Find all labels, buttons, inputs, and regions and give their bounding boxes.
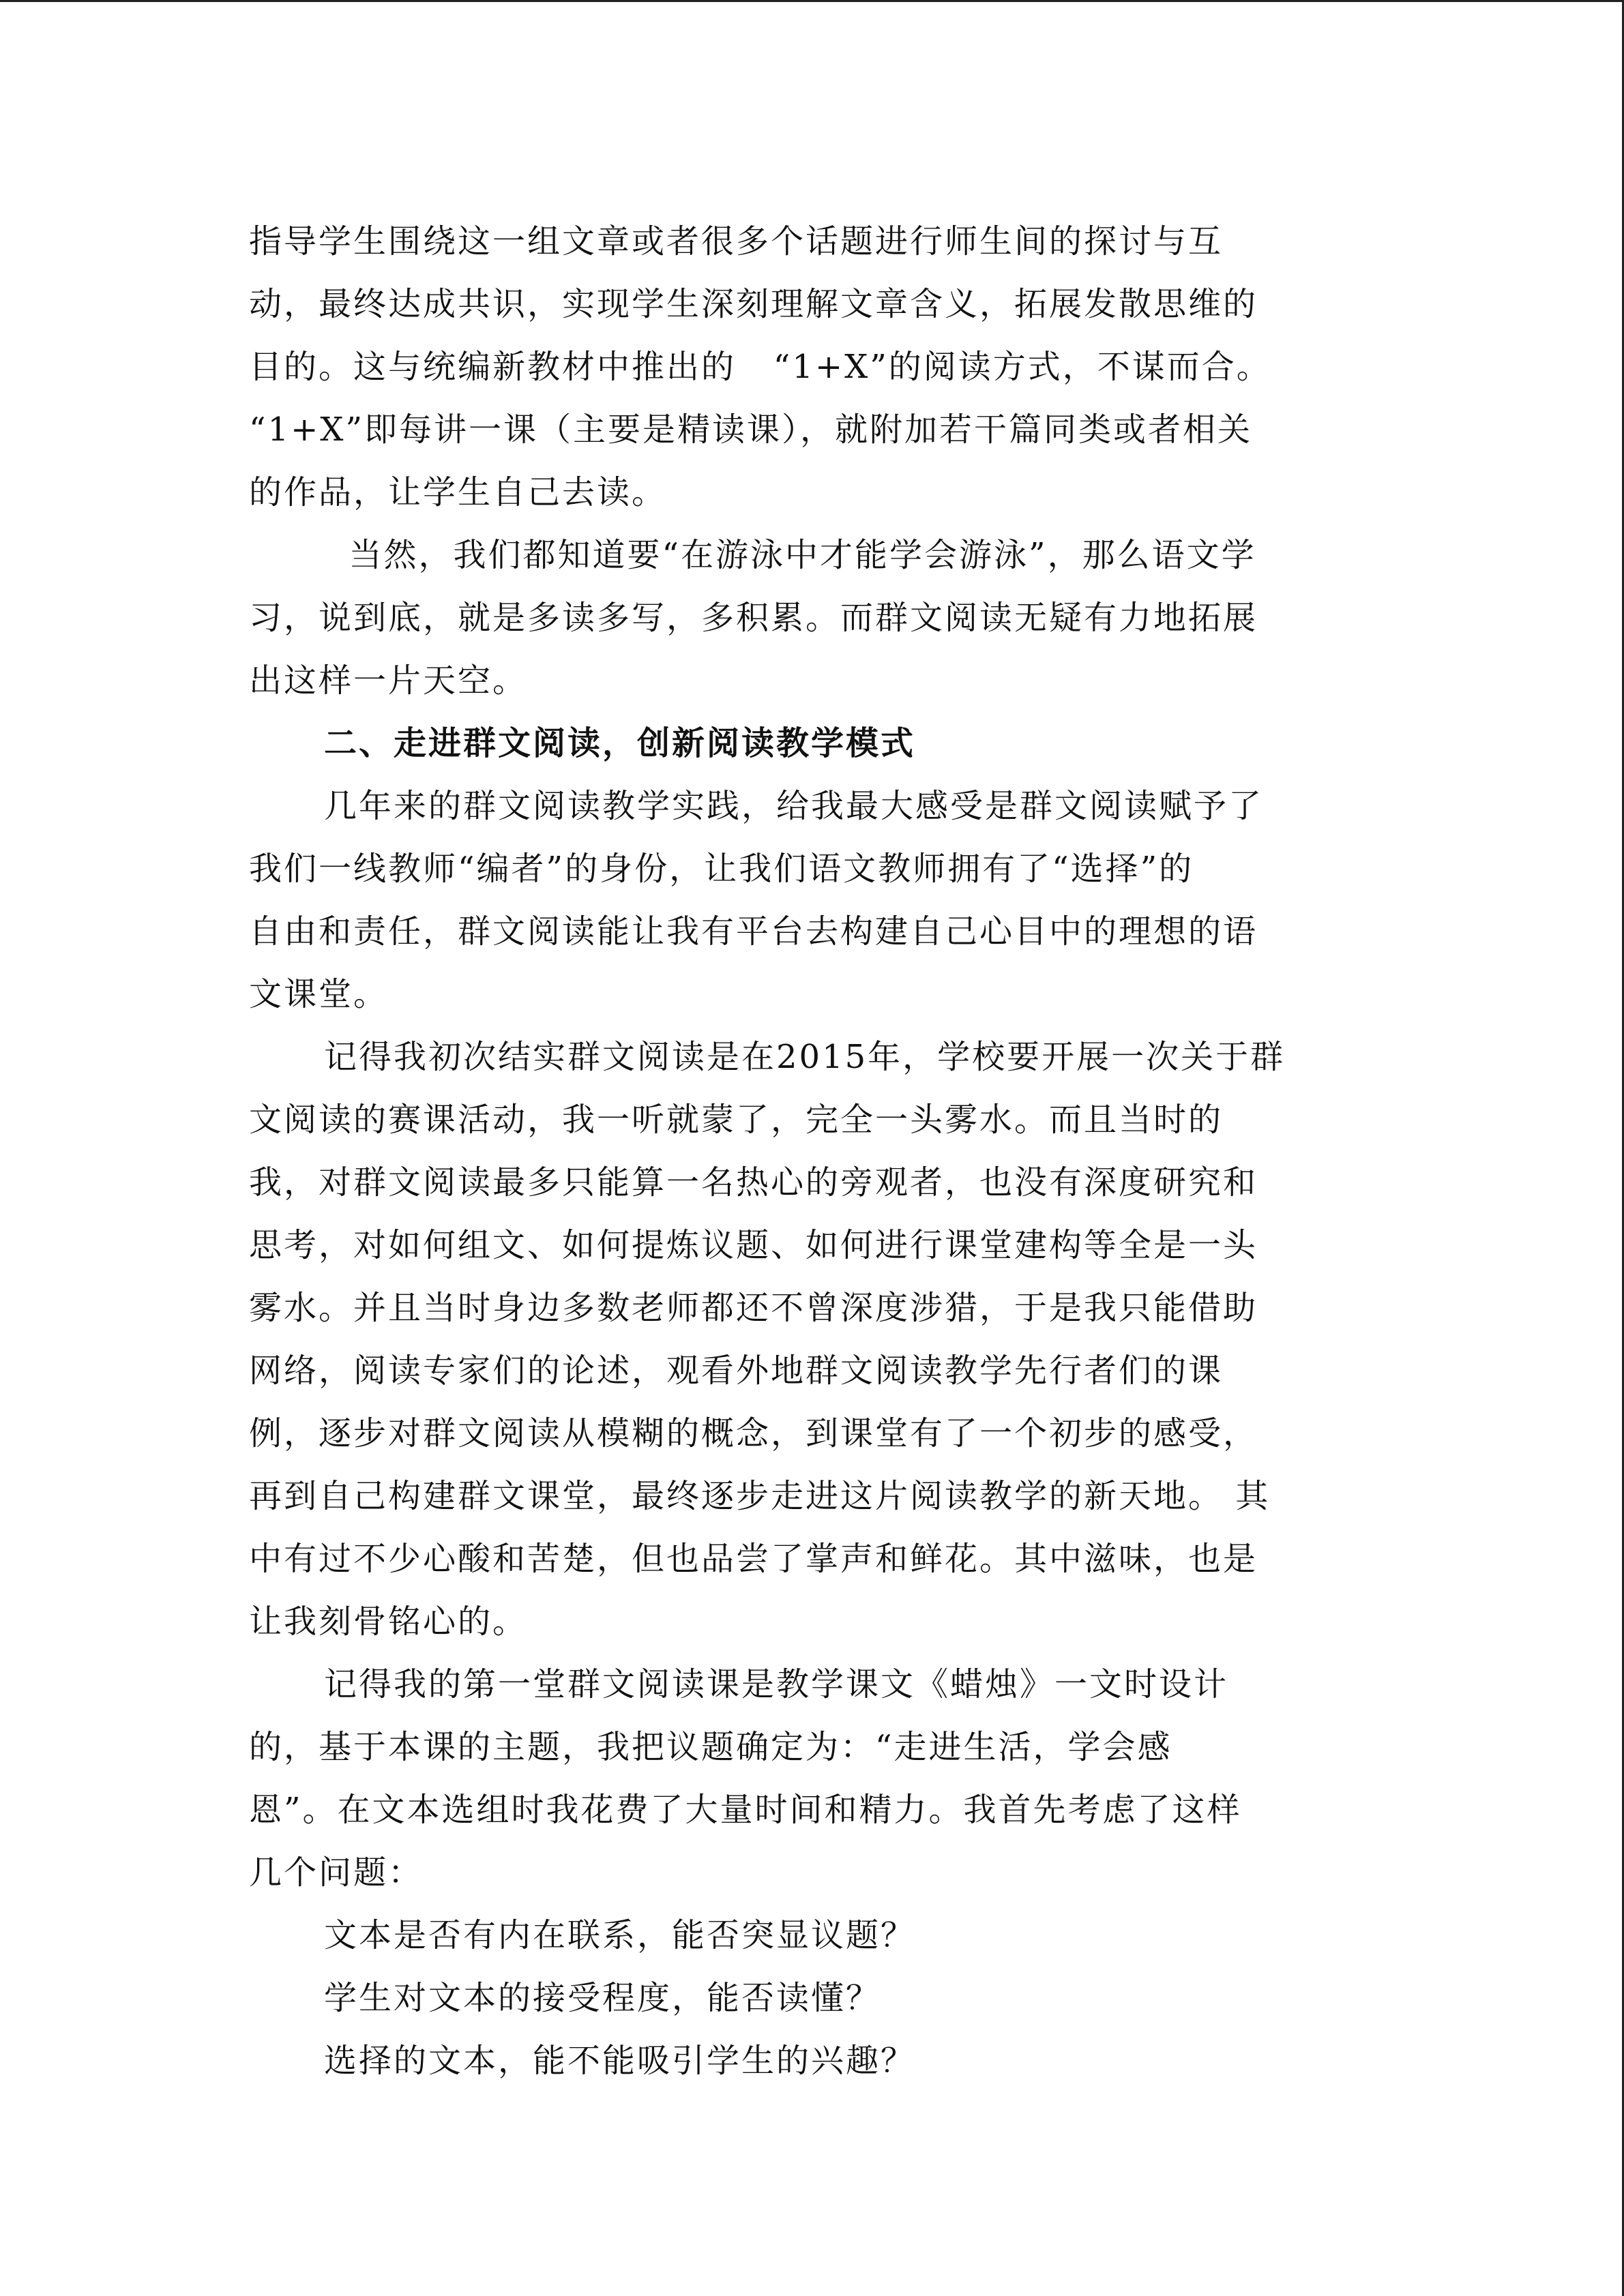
text-line: 记得我初次结实群文阅读是在2015年，学校要开展一次关于群 (324, 1038, 1286, 1076)
text-line: 自由和责任，群文阅读能让我有平台去构建自己心目中的理想的语 (249, 912, 1258, 951)
text-line: 文本是否有内在联系，能否突显议题？ (324, 1916, 916, 1954)
text-line: 让我刻骨铭心的。 (249, 1602, 528, 1641)
text-line: 几个问题： (249, 1853, 424, 1892)
text-line: 中有过不少心酸和苦楚，但也品尝了掌声和鲜花。其中滋味，也是 (249, 1540, 1258, 1578)
text-line: 当然，我们都知道要“在游泳中才能学会游泳”，那么语文学 (324, 536, 1256, 574)
text-line: 出这样一片天空。 (249, 661, 528, 700)
text-line: 再到自己构建群文课堂，最终逐步走进这片阅读教学的新天地。 其 (249, 1477, 1271, 1515)
text-line: 动，最终达成共识，实现学生深刻理解文章含义，拓展发散思维的 (249, 285, 1258, 323)
page-top-border (0, 0, 1624, 2)
text-line: 选择的文本，能不能吸引学生的兴趣？ (324, 2042, 916, 2080)
text-line: 的，基于本课的主题，我把议题确定为：“走进生活，学会感 (249, 1728, 1172, 1766)
text-line: 我，对群文阅读最多只能算一名热心的旁观者，也没有深度研究和 (249, 1163, 1258, 1202)
document-body (249, 210, 1385, 2092)
text-line: 网络，阅读专家们的论述，观看外地群文阅读教学先行者们的课 (249, 1352, 1224, 1390)
text-line: 几年来的群文阅读教学实践，给我最大感受是群文阅读赋予了 (324, 787, 1264, 825)
text-line: 雾水。并且当时身边多数老师都还不曾深度涉猎，于是我只能借助 (249, 1289, 1258, 1327)
text-line: 思考，对如何组文、如何提炼议题、如何进行课堂建构等全是一头 (249, 1226, 1258, 1264)
text-line: “1+X”即每讲一课（主要是精读课），就附加若干篇同类或者相关 (249, 411, 1253, 449)
text-line: 的作品，让学生自己去读。 (249, 473, 667, 511)
text-line: 例，逐步对群文阅读从模糊的概念，到课堂有了一个初步的感受， (249, 1414, 1258, 1452)
text-line: 学生对文本的接受程度，能否读懂？ (324, 1979, 881, 2017)
text-line: 我们一线教师“编者”的身份，让我们语文教师拥有了“选择”的 (249, 850, 1194, 888)
text-line: 记得我的第一堂群文阅读课是教学课文《蜡烛》一文时设计 (324, 1665, 1229, 1703)
text-line: 文阅读的赛课活动，我一听就蒙了，完全一头雾水。而且当时的 (249, 1101, 1224, 1139)
text-line: 文课堂。 (249, 975, 389, 1013)
section-heading: 二、走进群文阅读，创新阅读教学模式 (324, 724, 916, 762)
text-line: 习，说到底，就是多读多写，多积累。而群文阅读无疑有力地拓展 (249, 599, 1258, 637)
text-line: 指导学生围绕这一组文章或者很多个话题进行师生间的探讨与互 (249, 222, 1224, 260)
text-line: 目的。这与统编新教材中推出的 “1+X”的阅读方式，不谋而合。 (249, 348, 1271, 386)
text-line: 恩”。在文本选组时我花费了大量时间和精力。我首先考虑了这样 (249, 1791, 1242, 1829)
